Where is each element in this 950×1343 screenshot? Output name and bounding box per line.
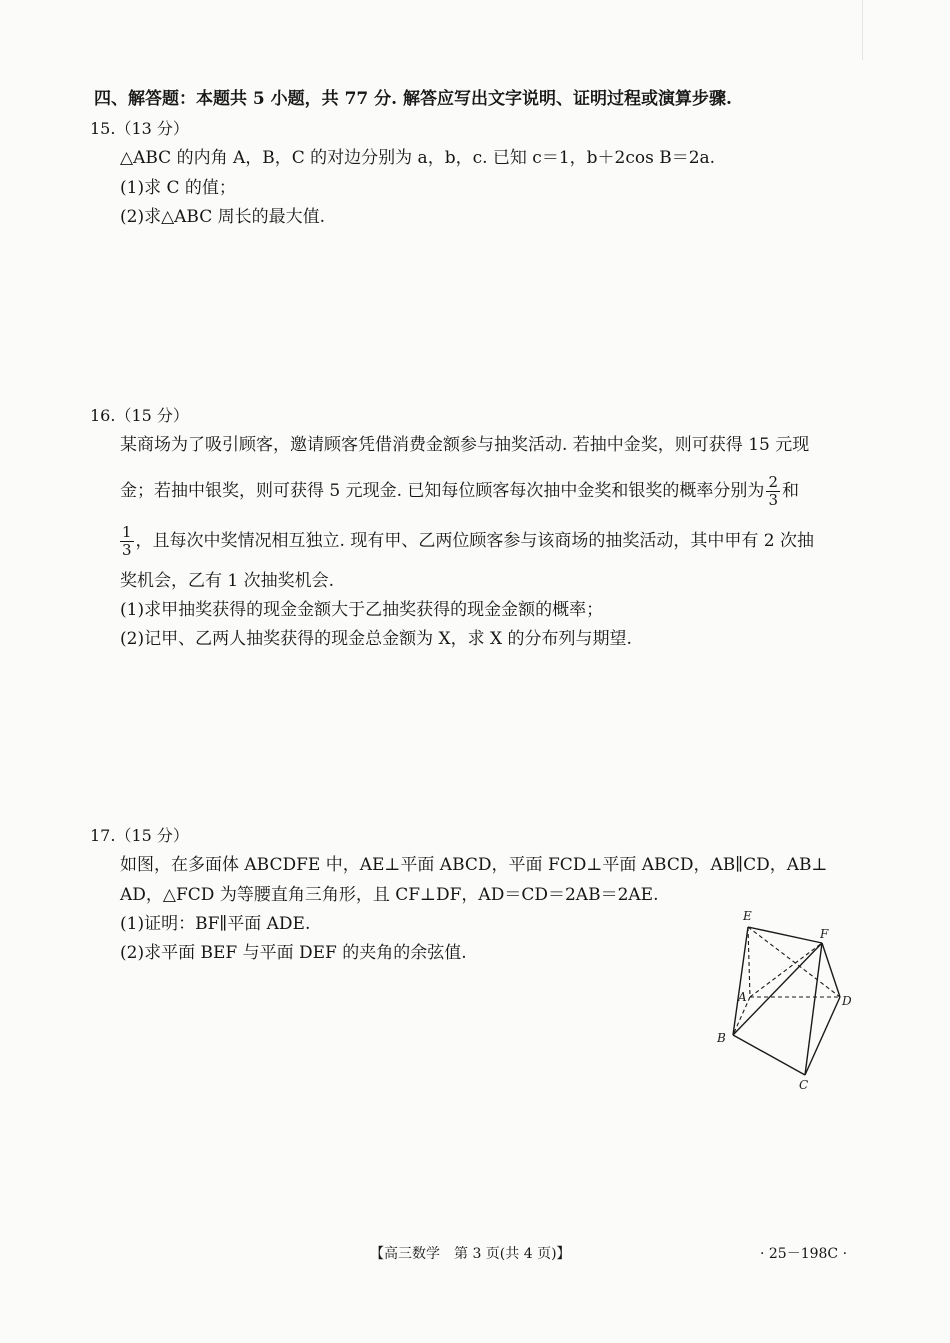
q16-part2: (2)记甲、乙两人抽奖获得的现金总金额为 X，求 X 的分布列与期望. — [120, 629, 632, 649]
q17-number: 17.（15 分） — [90, 826, 189, 845]
fraction-two-thirds — [766, 474, 780, 509]
q16-line2-tail: 和 — [781, 481, 799, 501]
section-title: 四、解答题：本题共 5 小题，共 77 分. 解答应写出文字说明、证明过程或演算步骤. — [94, 89, 732, 109]
fraction-numerator: 1 — [122, 523, 132, 541]
q16-line2 — [120, 474, 799, 509]
edge-BC — [733, 1035, 805, 1075]
edge-BF — [733, 943, 822, 1035]
label-F: F — [820, 927, 829, 941]
edge-FD — [822, 943, 840, 997]
fraction-one-third — [120, 524, 134, 559]
q17-line2: AD，△FCD 为等腰直角三角形，且 CF⊥DF，AD＝CD＝2AB＝2AE. — [120, 885, 659, 905]
q16-line1: 某商场为了吸引顾客，邀请顾客凭借消费金额参与抽奖活动. 若抽中金奖，则可获得 15 元现 — [120, 435, 810, 455]
q15-stem: △ABC 的内角 A，B，C 的对边分别为 a，b，c. 已知 c＝1，b＋2cos B＝2a. — [120, 148, 716, 168]
q15-part1: (1)求 C 的值； — [120, 178, 236, 198]
fraction-denominator: 3 — [122, 541, 132, 559]
label-D: D — [842, 994, 852, 1008]
q16-line2-text: 金；若抽中银奖，则可获得 5 元现金. 已知每位顾客每次抽中金奖和银奖的概率分别为 — [120, 481, 765, 501]
q16-line3-text: ，且每次中奖情况相互独立. 现有甲、乙两位顾客参与该商场的抽奖活动，其中甲有 2 次抽 — [135, 531, 814, 551]
q15-part2: (2)求△ABC 周长的最大值. — [120, 207, 326, 227]
footer-code: · 25－198C · — [760, 1246, 848, 1262]
q17-part2: (2)求平面 BEF 与平面 DEF 的夹角的余弦值. — [120, 943, 467, 963]
label-B: B — [717, 1031, 726, 1045]
q16-line3 — [118, 524, 814, 559]
edge-AF — [750, 943, 822, 997]
label-C: C — [799, 1078, 809, 1092]
q16-number: 16.（15 分） — [90, 406, 189, 425]
fraction-denominator: 3 — [768, 491, 778, 509]
fraction-numerator: 2 — [768, 473, 778, 491]
scan-edge-mark — [862, 0, 869, 60]
polyhedron-figure — [705, 905, 865, 1095]
label-E: E — [743, 909, 752, 923]
edge-EF — [748, 927, 822, 943]
q17-line1: 如图，在多面体 ABCDFE 中，AE⊥平面 ABCD，平面 FCD⊥平面 ABCD，AB∥CD，AB⊥ — [120, 855, 828, 875]
q15-number: 15.（13 分） — [90, 119, 189, 138]
q17-part1: (1)证明：BF∥平面 ADE. — [120, 914, 311, 934]
footer-page-info: 【高三数学 第 3 页(共 4 页)】 — [370, 1246, 571, 1262]
q16-part1: (1)求甲抽奖获得的现金金额大于乙抽奖获得的现金金额的概率； — [120, 600, 604, 620]
label-A: A — [738, 990, 747, 1004]
edge-EA — [748, 927, 750, 997]
q16-line4: 奖机会，乙有 1 次抽奖机会. — [120, 571, 335, 591]
